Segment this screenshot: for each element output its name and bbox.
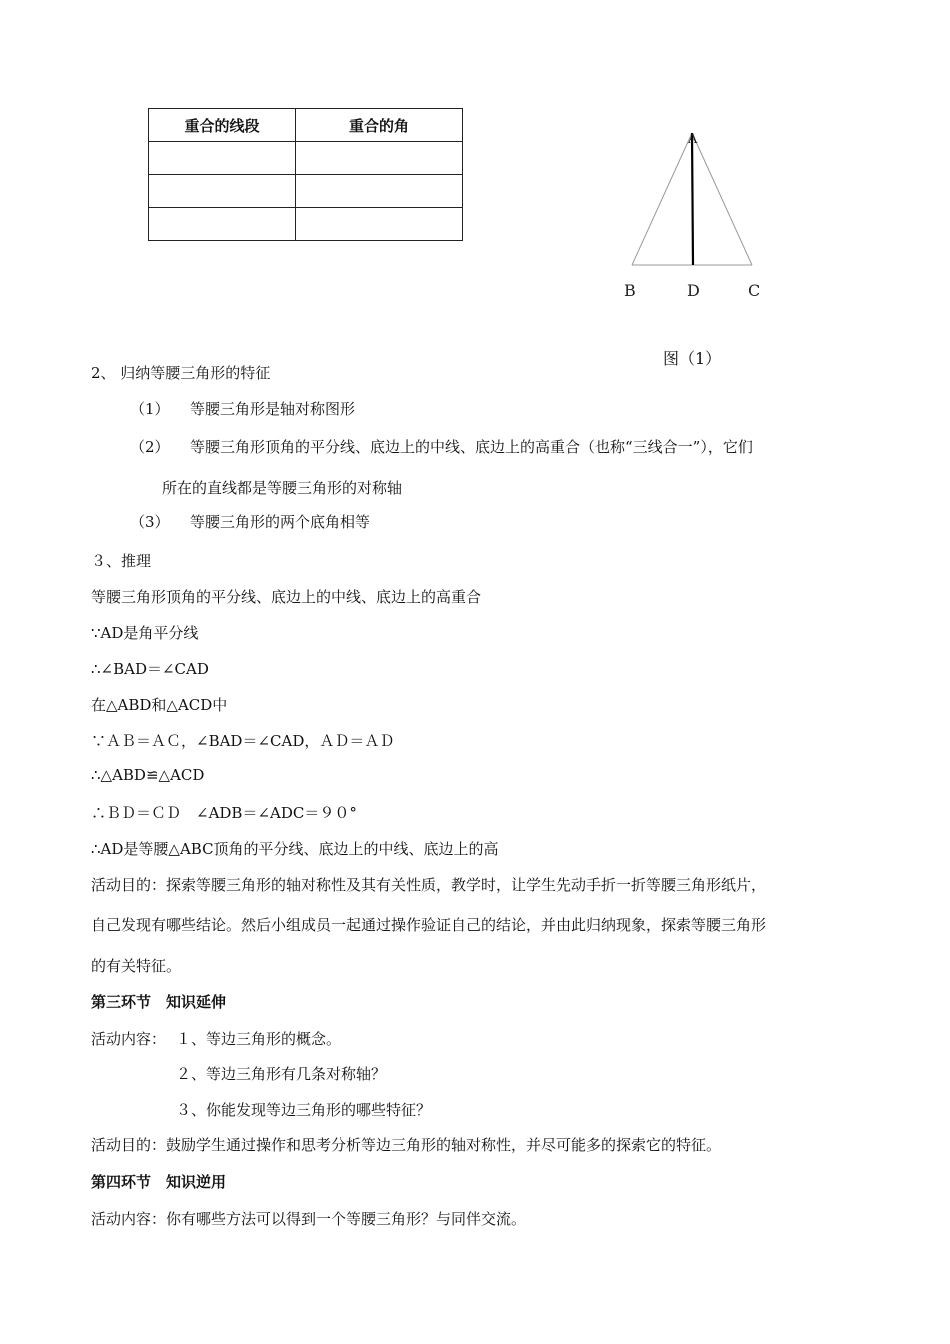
part3-goal: 活动目的：鼓励学生通过操作和思考分析等边三角形的轴对称性，并尽可能多的探索它的特征。 (91, 1136, 722, 1154)
part4-title: 第四环节 知识逆用 (91, 1173, 227, 1191)
side-ab (632, 133, 692, 265)
coincide-table (148, 108, 463, 241)
table-cell (296, 142, 463, 175)
part3-title: 第三环节 知识延伸 (91, 993, 227, 1011)
label-c: C (748, 281, 761, 300)
item-text: 等腰三角形顶角的平分线、底边上的中线、底边上的高重合（也称“三线合一”），它们 (190, 438, 753, 456)
table-header-segments: 重合的线段 (149, 109, 296, 142)
reasoning-line: ∴△ABD≌△ACD (91, 766, 205, 784)
section3-heading: ３、推理 (91, 552, 152, 570)
table-row (149, 208, 463, 241)
label-d: D (687, 281, 700, 300)
figure-caption: 图（1） (663, 349, 722, 368)
table-cell (296, 175, 463, 208)
item-continuation: 所在的直线都是等腰三角形的对称轴 (162, 479, 403, 497)
reasoning-line: ∵AD是角平分线 (91, 624, 199, 642)
reasoning-line: ∴AD是等腰△ABC顶角的平分线、底边上的中线、底边上的高 (91, 840, 499, 858)
median-ad (692, 133, 693, 265)
table-cell (296, 208, 463, 241)
activity-goal-line: 自己发现有哪些结论。然后小组成员一起通过操作验证自己的结论，并由此归纳现象，探索等腰三角形 (91, 916, 767, 934)
item-number: （2） (130, 438, 170, 456)
table-header-angles: 重合的角 (296, 109, 463, 142)
reasoning-line: 等腰三角形顶角的平分线、底边上的中线、底边上的高重合 (91, 588, 482, 606)
side-ac (692, 133, 752, 265)
reasoning-line: ∴∠BAD＝∠CAD (91, 660, 209, 678)
table-row (149, 142, 463, 175)
table-row (149, 175, 463, 208)
table-cell (149, 175, 296, 208)
reasoning-line: 在△ABD和△ACD中 (91, 696, 228, 714)
label-a: A (688, 132, 698, 147)
reasoning-line: ∵ＡＢ＝ＡＣ，∠BAD＝∠CAD，ＡＤ＝ＡＤ (91, 732, 395, 750)
part3-item: １、等边三角形的概念。 (176, 1030, 342, 1048)
part3-item: ３、你能发现等边三角形的哪些特征？ (176, 1101, 432, 1119)
label-b: B (624, 281, 636, 300)
activity-goal-line: 活动目的：探索等腰三角形的轴对称性及其有关性质，教学时，让学生先动手折一折等腰三角形纸片， (91, 876, 767, 894)
reasoning-line: ∴ＢＤ＝ＣＤ ∠ADB＝∠ADC＝９０° (91, 804, 357, 822)
isosceles-triangle-figure (620, 125, 770, 310)
part3-item: ２、等边三角形有几条对称轴？ (176, 1065, 387, 1083)
part3-content-label: 活动内容： (91, 1030, 167, 1048)
table-cell (149, 208, 296, 241)
item-text: 等腰三角形的两个底角相等 (190, 513, 371, 531)
table-cell (149, 142, 296, 175)
item-number: （3） (130, 513, 170, 531)
part4-content: 活动内容：你有哪些方法可以得到一个等腰三角形？与同伴交流。 (91, 1210, 527, 1228)
item-text: 等腰三角形是轴对称图形 (190, 400, 356, 418)
item-number: （1） (130, 400, 170, 418)
section2-heading: 2、 归纳等腰三角形的特征 (91, 364, 271, 382)
activity-goal-line: 的有关特征。 (91, 957, 182, 975)
